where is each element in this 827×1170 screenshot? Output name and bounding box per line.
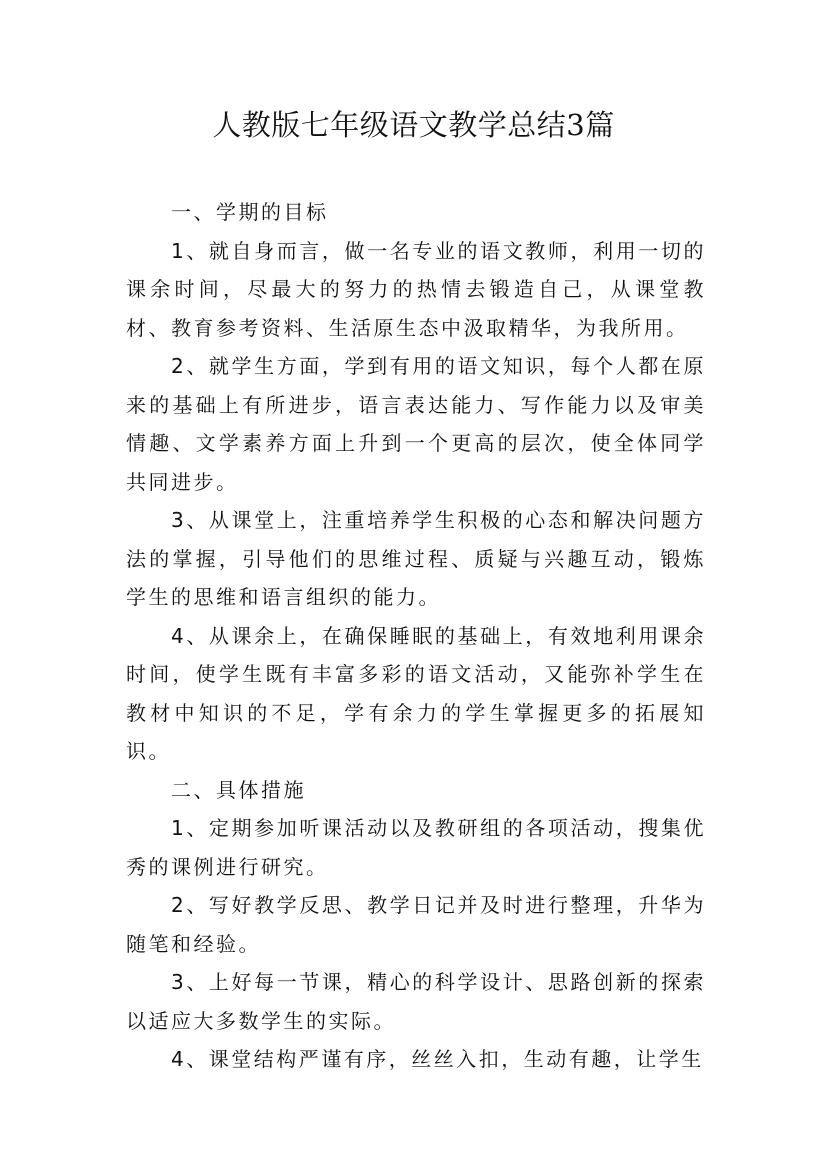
- document-title: 人教版七年级语文教学总结3篇: [212, 108, 615, 142]
- paragraph: 1、定期参加听课活动以及教研组的各项活动，搜集优秀的课例进行研究。: [126, 816, 706, 879]
- document-body: [126, 193, 706, 1079]
- paragraph: 3、从课堂上，注重培养学生积极的心态和解决问题方法的掌握，引导他们的思维过程、质疑与兴趣互动，锻炼学生的思维和语言组织的能力。: [126, 508, 706, 609]
- paragraph: 2、写好教学反思、教学日记并及时进行整理，升华为随笔和经验。: [126, 893, 706, 956]
- paragraph: 1、就自身而言，做一名专业的语文教师，利用一切的课余时间，尽最大的努力的热情去锻造自己，从课堂教材、教育参考资料、生活原生态中汲取精华，为我所用。: [126, 238, 706, 340]
- paragraph: 4、课堂结构严谨有序，丝丝入扣，生动有趣，让学生: [171, 1047, 704, 1071]
- section-heading-goals: 一、学期的目标: [171, 200, 329, 224]
- section-heading-measures: 二、具体措施: [171, 777, 306, 802]
- paragraph: 2、就学生方面，学到有用的语文知识，每个人都在原来的基础上有所进步，语言表达能力、写作能力以及审美情趣、文学素养方面上升到一个更高的层次，使全体同学共同进步。: [126, 354, 706, 494]
- paragraph: 3、上好每一节课，精心的科学设计、思路创新的探索以适应大多数学生的实际。: [126, 970, 706, 1033]
- paragraph: 4、从课余上，在确保睡眠的基础上，有效地利用课余时间，使学生既有丰富多彩的语文活动，又能弥补学生在教材中知识的不足，学有余力的学生掌握更多的拓展知识。: [126, 623, 706, 763]
